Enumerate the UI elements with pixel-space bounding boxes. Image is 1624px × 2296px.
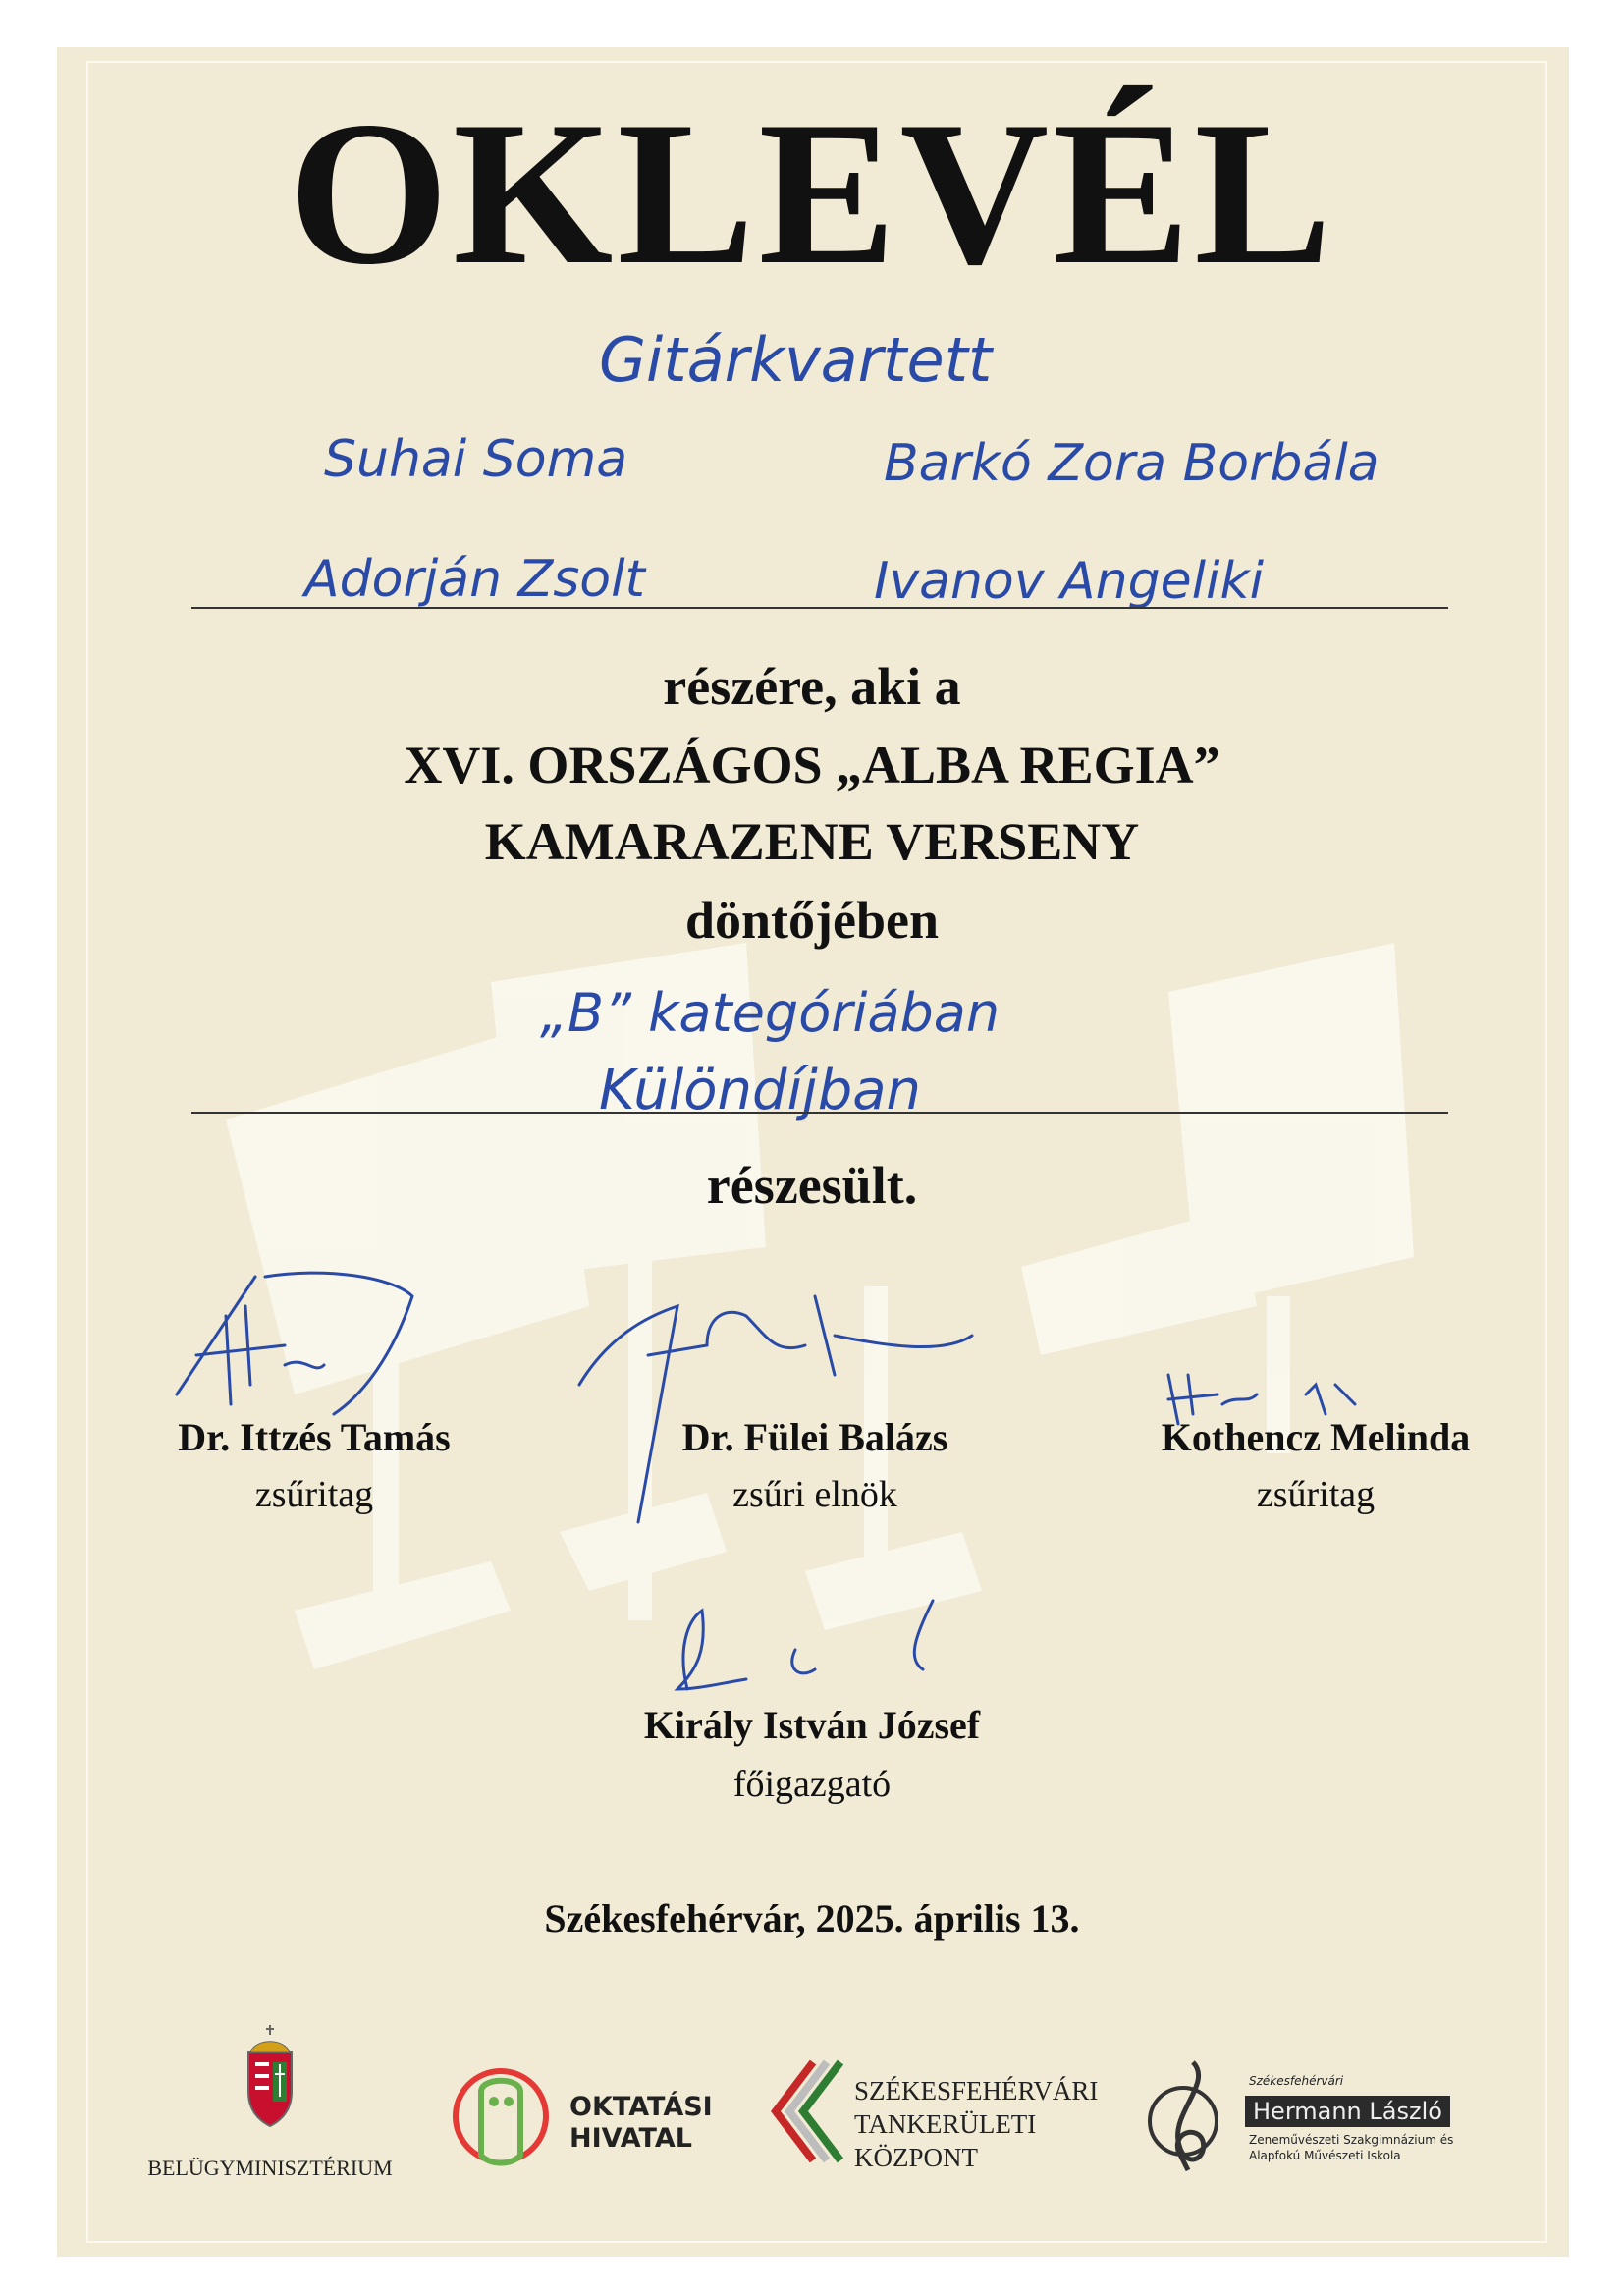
- competition-name: XVI. ORSZÁGOS „ALBA REGIA”: [404, 736, 1220, 794]
- treble-clef-icon: [1150, 2062, 1217, 2170]
- handwritten-award: Különdíjban: [599, 1059, 922, 1122]
- handwritten-member: Suhai Soma: [324, 430, 628, 489]
- signatory-name: Kothencz Melinda: [1161, 1415, 1471, 1459]
- school-logo-sub: Zeneművészeti Szakgimnázium és: [1249, 2133, 1454, 2147]
- signatory-role: zsűri elnök: [732, 1474, 897, 1515]
- signatory-role: zsűritag: [1256, 1474, 1376, 1515]
- text-line-4: döntőjében: [684, 891, 940, 950]
- text-line-5: részesült.: [706, 1156, 918, 1215]
- oktatasi-hivatal-owl-icon: [456, 2071, 546, 2163]
- ministry-label: BELÜGYMINISZTÉRIUM: [147, 2156, 393, 2180]
- director-role: főigazgató: [732, 1764, 892, 1805]
- tankeruleti-chevron-icon: [776, 2062, 840, 2160]
- signatory-role: zsűritag: [254, 1474, 374, 1515]
- handwritten-category: „B” kategóriában: [540, 982, 1001, 1044]
- oktatasi-hivatal-logo: OKTATÁSI HIVATAL: [569, 2092, 713, 2154]
- school-logo-sub: Alapfokú Művészeti Iskola: [1249, 2149, 1401, 2162]
- signatory-name: Dr. Fülei Balázs: [681, 1415, 948, 1459]
- page-title: OKLEVÉL: [288, 80, 1336, 307]
- handwritten-member: Barkó Zora Borbála: [884, 434, 1380, 493]
- tankeruleti-logo: SZÉKESFEHÉRVÁRI TANKERÜLETI KÖZPONT: [854, 2076, 1099, 2172]
- coat-of-arms-icon: [248, 2025, 292, 2126]
- handwritten-ensemble: Gitárkvartett: [599, 324, 993, 396]
- competition-type: KAMARAZENE VERSENY: [484, 812, 1140, 871]
- place-date: Székesfehérvár, 2025. április 13.: [544, 1896, 1080, 1941]
- signatory-name: Dr. Ittzés Tamás: [178, 1415, 451, 1459]
- school-logo-name: Hermann László: [1245, 2096, 1450, 2127]
- handwritten-member: Adorján Zsolt: [304, 550, 645, 609]
- director-name: Király István József: [643, 1703, 981, 1747]
- text-line-1: részére, aki a: [663, 657, 961, 716]
- handwritten-member: Ivanov Angeliki: [874, 552, 1265, 611]
- school-logo-top: Székesfehérvári: [1249, 2074, 1344, 2088]
